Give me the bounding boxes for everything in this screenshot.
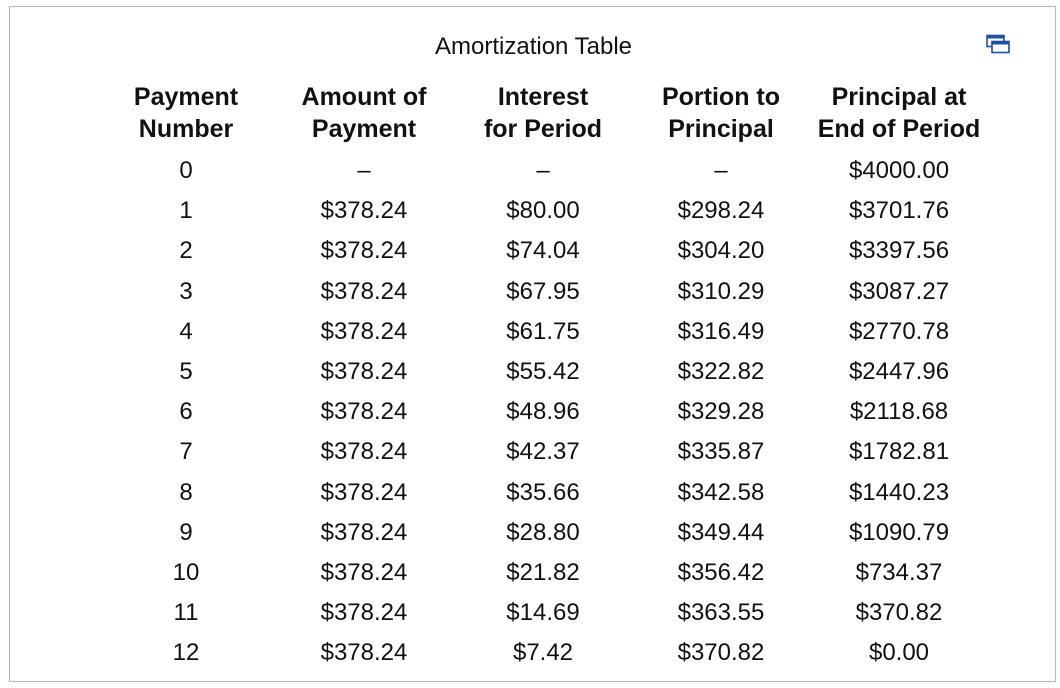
cell-portion-to-principal: $316.49 [677, 317, 765, 345]
table-row [98, 272, 988, 312]
cell-principal-end: $2447.96 [848, 358, 950, 386]
header-amount-of-payment [274, 81, 454, 151]
cell-interest: $42.37 [506, 438, 580, 466]
cell-interest: $28.80 [506, 518, 580, 546]
cell-interest: $80.00 [506, 197, 580, 225]
cell-portion-to-principal: $370.82 [677, 639, 765, 667]
cell-payment-number: 12 [172, 639, 200, 667]
amortization-panel [9, 6, 1056, 682]
cell-interest: $35.66 [506, 478, 580, 506]
cell-amount-of-payment: $378.24 [320, 358, 408, 386]
header-row [98, 81, 988, 151]
table-row [98, 553, 988, 593]
cell-payment-number: 11 [173, 599, 199, 627]
cell-amount-of-payment: $378.24 [320, 558, 408, 586]
header-principal-at-end [810, 81, 988, 151]
table-row [98, 392, 988, 432]
cell-payment-number: 7 [179, 438, 193, 466]
cell-amount-of-payment: $378.24 [320, 639, 408, 667]
table-row [98, 151, 988, 191]
cell-amount-of-payment: $378.24 [320, 277, 408, 305]
table-row [98, 191, 988, 231]
cell-interest: $61.75 [506, 317, 580, 345]
header-line: End of Period [817, 115, 981, 143]
amortization-table [98, 81, 988, 673]
header-line: for Period [483, 115, 603, 143]
header-line: Principal [668, 115, 774, 143]
cell-amount-of-payment: $378.24 [320, 317, 408, 345]
header-payment-number [98, 81, 274, 151]
cell-interest: $74.04 [506, 237, 580, 265]
cell-portion-to-principal: – [714, 157, 728, 185]
cell-interest: $21.82 [506, 558, 580, 586]
cell-principal-end: $3397.56 [848, 237, 950, 265]
cell-amount-of-payment: – [357, 157, 371, 185]
table-title: Amortization Table [435, 33, 632, 60]
table-row [98, 473, 988, 513]
cell-portion-to-principal: $298.24 [677, 197, 765, 225]
cell-principal-end: $0.00 [868, 639, 930, 667]
cell-portion-to-principal: $322.82 [677, 358, 765, 386]
table-row [98, 513, 988, 553]
cell-principal-end: $3087.27 [848, 277, 950, 305]
cell-amount-of-payment: $378.24 [320, 438, 408, 466]
cell-amount-of-payment: $378.24 [320, 518, 408, 546]
cell-amount-of-payment: $378.24 [320, 478, 408, 506]
cell-payment-number: 8 [179, 478, 193, 506]
cell-payment-number: 0 [179, 157, 193, 185]
header-line: Number [138, 115, 234, 143]
cell-interest: $48.96 [506, 398, 580, 426]
table-row [98, 352, 988, 392]
header-line: Interest [497, 83, 589, 111]
table-row [98, 432, 988, 472]
cell-interest: $67.95 [506, 277, 580, 305]
cell-amount-of-payment: $378.24 [320, 599, 408, 627]
table-header [98, 81, 988, 151]
cell-portion-to-principal: $304.20 [677, 237, 765, 265]
cell-portion-to-principal: $329.28 [677, 398, 765, 426]
cell-principal-end: $2118.68 [849, 398, 949, 426]
cell-principal-end: $4000.00 [848, 157, 950, 185]
cell-portion-to-principal: $363.55 [677, 599, 765, 627]
cell-amount-of-payment: $378.24 [320, 197, 408, 225]
cell-principal-end: $734.37 [855, 558, 943, 586]
cell-principal-end: $370.82 [855, 599, 943, 627]
cell-payment-number: 6 [179, 398, 193, 426]
cell-portion-to-principal: $356.42 [677, 558, 765, 586]
header-portion-to-principal [632, 81, 810, 151]
table-row [98, 633, 988, 673]
header-line: Portion to [661, 83, 781, 111]
cell-payment-number: 10 [172, 558, 200, 586]
cell-payment-number: 1 [179, 197, 193, 225]
cell-principal-end: $2770.78 [848, 317, 950, 345]
cell-amount-of-payment: $378.24 [320, 398, 408, 426]
cell-portion-to-principal: $349.44 [677, 518, 765, 546]
popout-window-icon[interactable] [985, 33, 1011, 55]
cell-payment-number: 3 [179, 277, 193, 305]
header-line: Payment [133, 83, 239, 111]
header-line: Amount of [301, 83, 427, 111]
cell-portion-to-principal: $335.87 [677, 438, 765, 466]
cell-interest: $7.42 [512, 639, 574, 667]
table-row [98, 231, 988, 271]
cell-payment-number: 4 [179, 317, 193, 345]
cell-interest: – [536, 157, 550, 185]
table-row [98, 312, 988, 352]
cell-principal-end: $1782.81 [848, 438, 950, 466]
cell-interest: $14.69 [506, 599, 580, 627]
cell-principal-end: $1440.23 [848, 478, 950, 506]
cell-portion-to-principal: $342.58 [677, 478, 765, 506]
cell-portion-to-principal: $310.29 [677, 277, 765, 305]
cell-payment-number: 2 [179, 237, 193, 265]
cell-payment-number: 9 [179, 518, 193, 546]
header-line: Payment [311, 115, 417, 143]
table-row [98, 593, 988, 633]
cell-principal-end: $3701.76 [848, 197, 950, 225]
header-line: Principal at [831, 83, 967, 111]
header-interest-for-period [454, 81, 632, 151]
cell-payment-number: 5 [179, 358, 193, 386]
cell-interest: $55.42 [506, 358, 580, 386]
cell-amount-of-payment: $378.24 [320, 237, 408, 265]
cell-principal-end: $1090.79 [848, 518, 950, 546]
table-body [98, 151, 988, 673]
